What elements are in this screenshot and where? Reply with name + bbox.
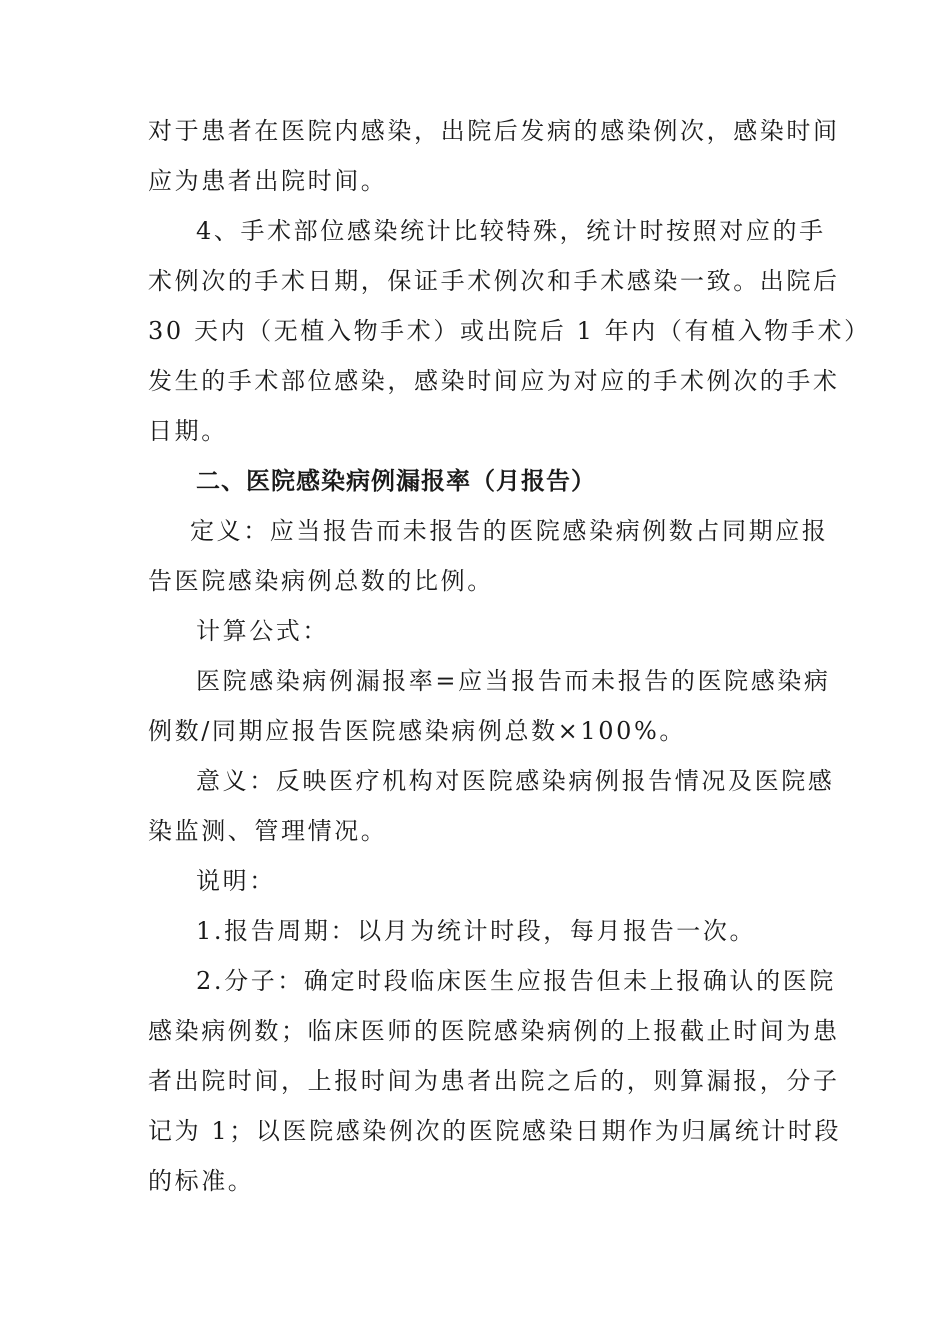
body-text-line: 30 天内（无植入物手术）或出院后 1 年内（有植入物手术） bbox=[148, 317, 871, 345]
body-text-line: 者出院时间，上报时间为患者出院之后的，则算漏报，分子 bbox=[148, 1067, 840, 1095]
formula-line: 例数/同期应报告医院感染病例总数×100%。 bbox=[148, 717, 687, 745]
note-item: 2.分子：确定时段临床医生应报告但未上报确认的医院 bbox=[196, 967, 836, 995]
body-text-line: 对于患者在医院内感染，出院后发病的感染例次，感染时间 bbox=[148, 117, 840, 145]
body-text-line: 的标准。 bbox=[148, 1167, 255, 1195]
body-text-line: 染监测、管理情况。 bbox=[148, 817, 388, 845]
body-text-line: 记为 1；以医院感染例次的医院感染日期作为归属统计时段 bbox=[148, 1117, 842, 1145]
meaning-line: 意义：反映医疗机构对医院感染病例报告情况及医院感 bbox=[196, 767, 835, 795]
body-text-line: 告医院感染病例总数的比例。 bbox=[148, 567, 494, 595]
formula-label: 计算公式： bbox=[196, 617, 329, 645]
body-text-line: 术例次的手术日期，保证手术例次和手术感染一致。出院后 bbox=[148, 267, 840, 295]
definition-line: 定义：应当报告而未报告的医院感染病例数占同期应报 bbox=[190, 517, 829, 545]
notes-label: 说明： bbox=[196, 867, 276, 895]
body-text-line: 日期。 bbox=[148, 417, 228, 445]
body-text-line: 感染病例数；临床医师的医院感染病例的上报截止时间为患 bbox=[148, 1017, 840, 1045]
body-text-line: 发生的手术部位感染，感染时间应为对应的手术例次的手术 bbox=[148, 367, 840, 395]
formula-line: 医院感染病例漏报率=应当报告而未报告的医院感染病 bbox=[196, 667, 831, 695]
note-item: 1.报告周期：以月为统计时段，每月报告一次。 bbox=[196, 917, 757, 945]
section-heading: 二、医院感染病例漏报率（月报告） bbox=[196, 467, 596, 495]
body-text-line: 4、手术部位感染统计比较特殊，统计时按照对应的手 bbox=[196, 217, 826, 245]
body-text-line: 应为患者出院时间。 bbox=[148, 167, 388, 195]
